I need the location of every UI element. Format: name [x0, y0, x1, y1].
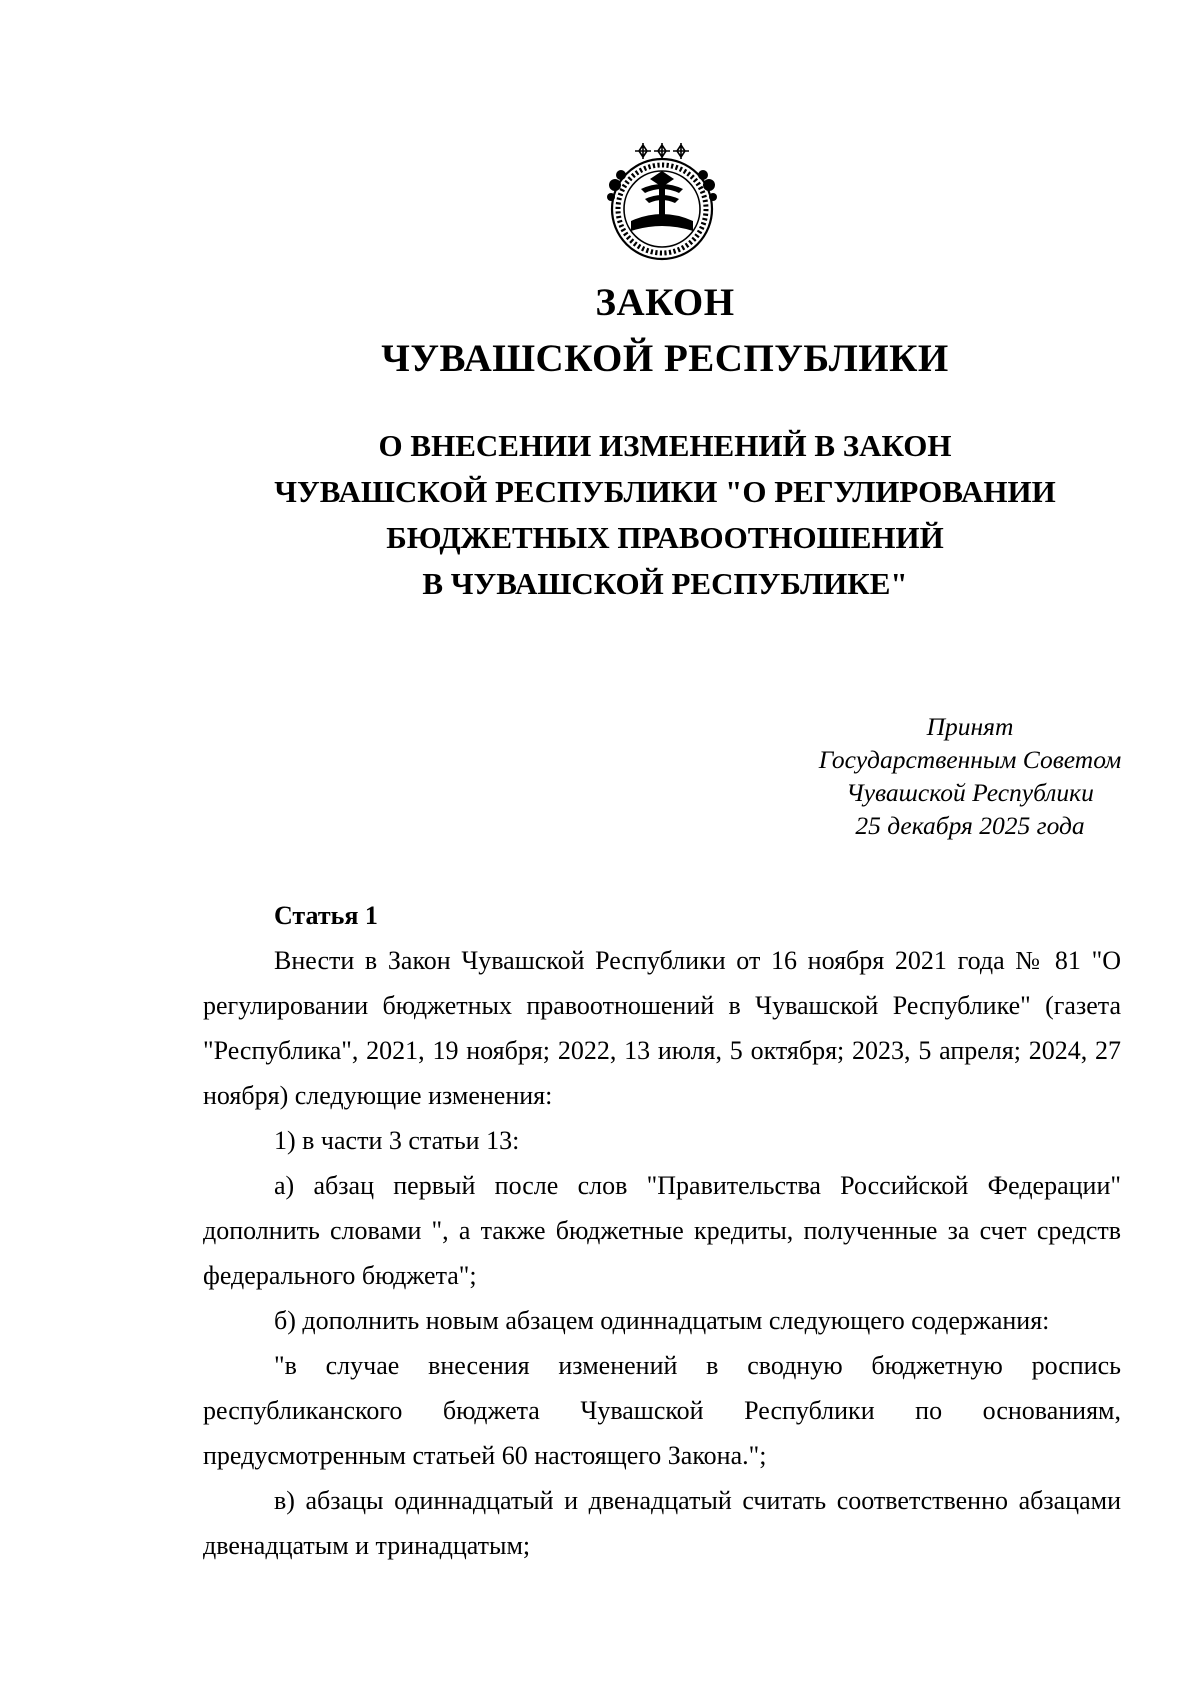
law-subtitle	[0, 423, 1200, 607]
law-title-line-2: ЧУВАШСКОЙ РЕСПУБЛИКИ	[381, 337, 949, 380]
adoption-line-2: Государственным Советом	[818, 745, 1122, 774]
paragraph: в) абзацы одиннадцатый и двенадцатый считать соответственно абзацами двенадцатым и тринадцатым;	[203, 1486, 1121, 1560]
adoption-note	[790, 710, 1150, 842]
paragraph: 1) в части 3 статьи 13:	[274, 1126, 520, 1155]
adoption-line-3: Чувашской Республики	[846, 778, 1094, 807]
paragraph: б) дополнить новым абзацем одиннадцатым следующего содержания:	[274, 1306, 1050, 1335]
law-subtitle-line-2: ЧУВАШСКОЙ РЕСПУБЛИКИ "О РЕГУЛИРОВАНИИ	[274, 474, 1056, 509]
coat-of-arms-emblem	[601, 141, 723, 263]
law-subtitle-line-1: О ВНЕСЕНИИ ИЗМЕНЕНИЙ В ЗАКОН	[378, 428, 952, 463]
adoption-date: 25 декабря 2025 года	[855, 811, 1085, 840]
law-title	[0, 275, 1200, 387]
law-subtitle-line-4: В ЧУВАШСКОЙ РЕСПУБЛИКЕ"	[422, 566, 908, 601]
paragraph: а) абзац первый после слов "Правительства Российской Федерации" дополнить словами ", а также бюджетные кредиты, полученные за счет средств федерального бюджета";	[203, 1171, 1121, 1290]
law-subtitle-line-3: БЮДЖЕТНЫХ ПРАВООТНОШЕНИЙ	[386, 520, 944, 555]
document-body	[203, 893, 1121, 1568]
adoption-line-1: Принят	[926, 712, 1014, 741]
title-block	[0, 275, 1200, 607]
paragraph: "в случае внесения изменений в сводную бюджетную роспись республиканского бюджета Чувашской Республики по основаниям, предусмотренным статьей 60 настоящего Закона.";	[203, 1351, 1121, 1470]
paragraph: Внести в Закон Чувашской Республики от 16 ноября 2021 года № 81 "О регулировании бюджетных правоотношений в Чувашской Республике" (газета "Республика", 2021, 19 ноября; 2022, 13 июля, 5 октября; 2023, 5 апреля; 2024, 27 ноября) следующие изменения:	[203, 946, 1121, 1110]
article-heading: Статья 1	[274, 901, 378, 930]
law-title-line-1: ЗАКОН	[595, 281, 735, 324]
